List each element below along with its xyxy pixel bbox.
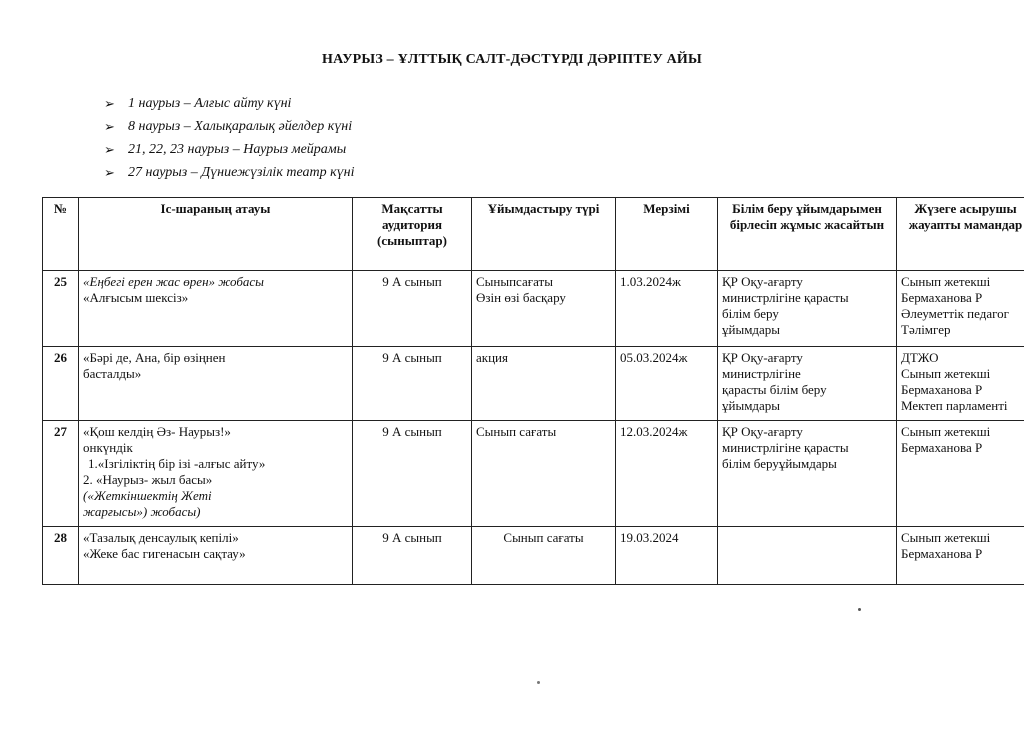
partners-line: ҚР Оқу-ағарту bbox=[722, 350, 803, 365]
partners-line: министрлігіне қарасты bbox=[722, 290, 849, 305]
list-item bbox=[104, 161, 355, 184]
responsible-cell bbox=[897, 271, 1024, 347]
event-line: басталды» bbox=[83, 366, 142, 381]
event-cell bbox=[79, 271, 353, 347]
partners-line: ұйымдары bbox=[722, 398, 781, 413]
row-number: 26 bbox=[43, 347, 79, 421]
responsible-cell bbox=[897, 421, 1024, 527]
table-row bbox=[43, 271, 1024, 347]
partners-cell bbox=[718, 527, 897, 585]
responsible-line: Мектеп парламенті bbox=[901, 398, 1008, 413]
date-text: 27 наурыз – Дүниежүзілік театр күні bbox=[128, 164, 355, 180]
dates-list bbox=[104, 92, 355, 184]
header-audience: Мақсатты аудитория (сыныптар) bbox=[353, 198, 472, 271]
event-line: 1.«Ізгіліктің бір ізі -алғыс айту» bbox=[88, 456, 266, 471]
audience-cell: 9 А сынып bbox=[353, 527, 472, 585]
responsible-line: Бермаханова Р bbox=[901, 546, 983, 561]
event-line: «Алғысым шексіз» bbox=[83, 290, 189, 305]
audience-cell: 9 А сынып bbox=[353, 347, 472, 421]
form-cell bbox=[472, 527, 616, 585]
event-cell bbox=[79, 421, 353, 527]
form-line: Сынып сағаты bbox=[503, 530, 584, 545]
responsible-cell bbox=[897, 347, 1024, 421]
partners-cell bbox=[718, 347, 897, 421]
event-cell bbox=[79, 347, 353, 421]
event-line: 2. «Наурыз- жыл басы» bbox=[83, 472, 213, 487]
partners-line: министрлігіне bbox=[722, 366, 801, 381]
event-line: «Бәрі де, Ана, бір өзіңнен bbox=[83, 350, 226, 365]
scan-speck bbox=[537, 681, 540, 684]
date-cell: 19.03.2024 bbox=[616, 527, 718, 585]
header-partners: Білім беру ұйымдарымен бірлесіп жұмыс жасайтын bbox=[718, 198, 897, 271]
row-number: 25 bbox=[43, 271, 79, 347]
arrow-bullet-icon: ➢ bbox=[104, 141, 115, 157]
partners-line: білім беруұйымдары bbox=[722, 456, 837, 471]
partners-line: қарасты білім беру bbox=[722, 382, 827, 397]
event-line: «Қош келдің Әз- Наурыз!» bbox=[83, 424, 231, 439]
header-event: Іс-шараның атауы bbox=[79, 198, 353, 271]
partners-cell bbox=[718, 271, 897, 347]
responsible-line: Сынып жетекші bbox=[901, 424, 991, 439]
partners-line: ҚР Оқу-ағарту bbox=[722, 274, 803, 289]
row-number: 27 bbox=[43, 421, 79, 527]
date-cell: 05.03.2024ж bbox=[616, 347, 718, 421]
header-responsible: Жүзеге асырушы жауапты мамандар bbox=[897, 198, 1024, 271]
audience-cell: 9 А сынып bbox=[353, 271, 472, 347]
list-item bbox=[104, 115, 355, 138]
event-line: «Тазалық денсаулық кепілі» bbox=[83, 530, 239, 545]
responsible-line: Сынып жетекші bbox=[901, 366, 991, 381]
date-text: 21, 22, 23 наурыз – Наурыз мейрамы bbox=[128, 141, 347, 157]
form-line: акция bbox=[476, 350, 508, 365]
event-cell bbox=[79, 527, 353, 585]
responsible-line: Тәлімгер bbox=[901, 322, 951, 337]
audience-cell: 9 А сынып bbox=[353, 421, 472, 527]
table-row bbox=[43, 527, 1024, 585]
form-cell bbox=[472, 347, 616, 421]
event-line: жарғысы») жобасы) bbox=[83, 504, 201, 519]
row-number: 28 bbox=[43, 527, 79, 585]
table-header-row bbox=[43, 198, 1024, 271]
form-cell bbox=[472, 421, 616, 527]
date-cell: 12.03.2024ж bbox=[616, 421, 718, 527]
date-text: 8 наурыз – Халықаралық әйелдер күні bbox=[128, 118, 353, 134]
event-line: «Еңбегі ерен жас өрен» жобасы bbox=[83, 274, 264, 289]
arrow-bullet-icon: ➢ bbox=[104, 95, 115, 111]
date-cell: 1.03.2024ж bbox=[616, 271, 718, 347]
responsible-line: Әлеуметтік педагог bbox=[901, 306, 1009, 321]
header-date: Мерзімі bbox=[616, 198, 718, 271]
form-line: Сынып сағаты bbox=[476, 424, 557, 439]
table-row bbox=[43, 421, 1024, 527]
responsible-line: Бермаханова Р bbox=[901, 382, 983, 397]
form-cell bbox=[472, 271, 616, 347]
arrow-bullet-icon: ➢ bbox=[104, 164, 115, 180]
responsible-line: Бермаханова Р bbox=[901, 440, 983, 455]
header-num: № bbox=[43, 198, 79, 271]
date-text: 1 наурыз – Алғыс айту күні bbox=[128, 95, 292, 111]
events-table bbox=[42, 197, 1024, 585]
form-line: Өзін өзі басқару bbox=[476, 290, 566, 305]
responsible-line: ДТЖО bbox=[901, 350, 939, 365]
list-item bbox=[104, 92, 355, 115]
form-line: Сыныпсағаты bbox=[476, 274, 553, 289]
event-line: («Жеткіншектің Жеті bbox=[83, 488, 212, 503]
responsible-line: Сынып жетекші bbox=[901, 530, 991, 545]
event-line: «Жеке бас гигенасын сақтау» bbox=[83, 546, 246, 561]
responsible-cell bbox=[897, 527, 1024, 585]
scan-speck bbox=[858, 608, 861, 611]
header-form: Ұйымдастыру түрі bbox=[472, 198, 616, 271]
responsible-line: Сынып жетекші bbox=[901, 274, 991, 289]
partners-line: білім беру bbox=[722, 306, 779, 321]
partners-line: министрлігіне қарасты bbox=[722, 440, 849, 455]
partners-line: ҚР Оқу-ағарту bbox=[722, 424, 803, 439]
arrow-bullet-icon: ➢ bbox=[104, 118, 115, 134]
partners-line: ұйымдары bbox=[722, 322, 781, 337]
responsible-line: Бермаханова Р bbox=[901, 290, 983, 305]
event-line: онкүндік bbox=[83, 440, 133, 455]
list-item bbox=[104, 138, 355, 161]
partners-cell bbox=[718, 421, 897, 527]
page-title: НАУРЫЗ – ҰЛТТЫҚ САЛТ-ДӘСТҮРДІ ДӘРІПТЕУ АЙЫ bbox=[322, 52, 702, 67]
table-row bbox=[43, 347, 1024, 421]
